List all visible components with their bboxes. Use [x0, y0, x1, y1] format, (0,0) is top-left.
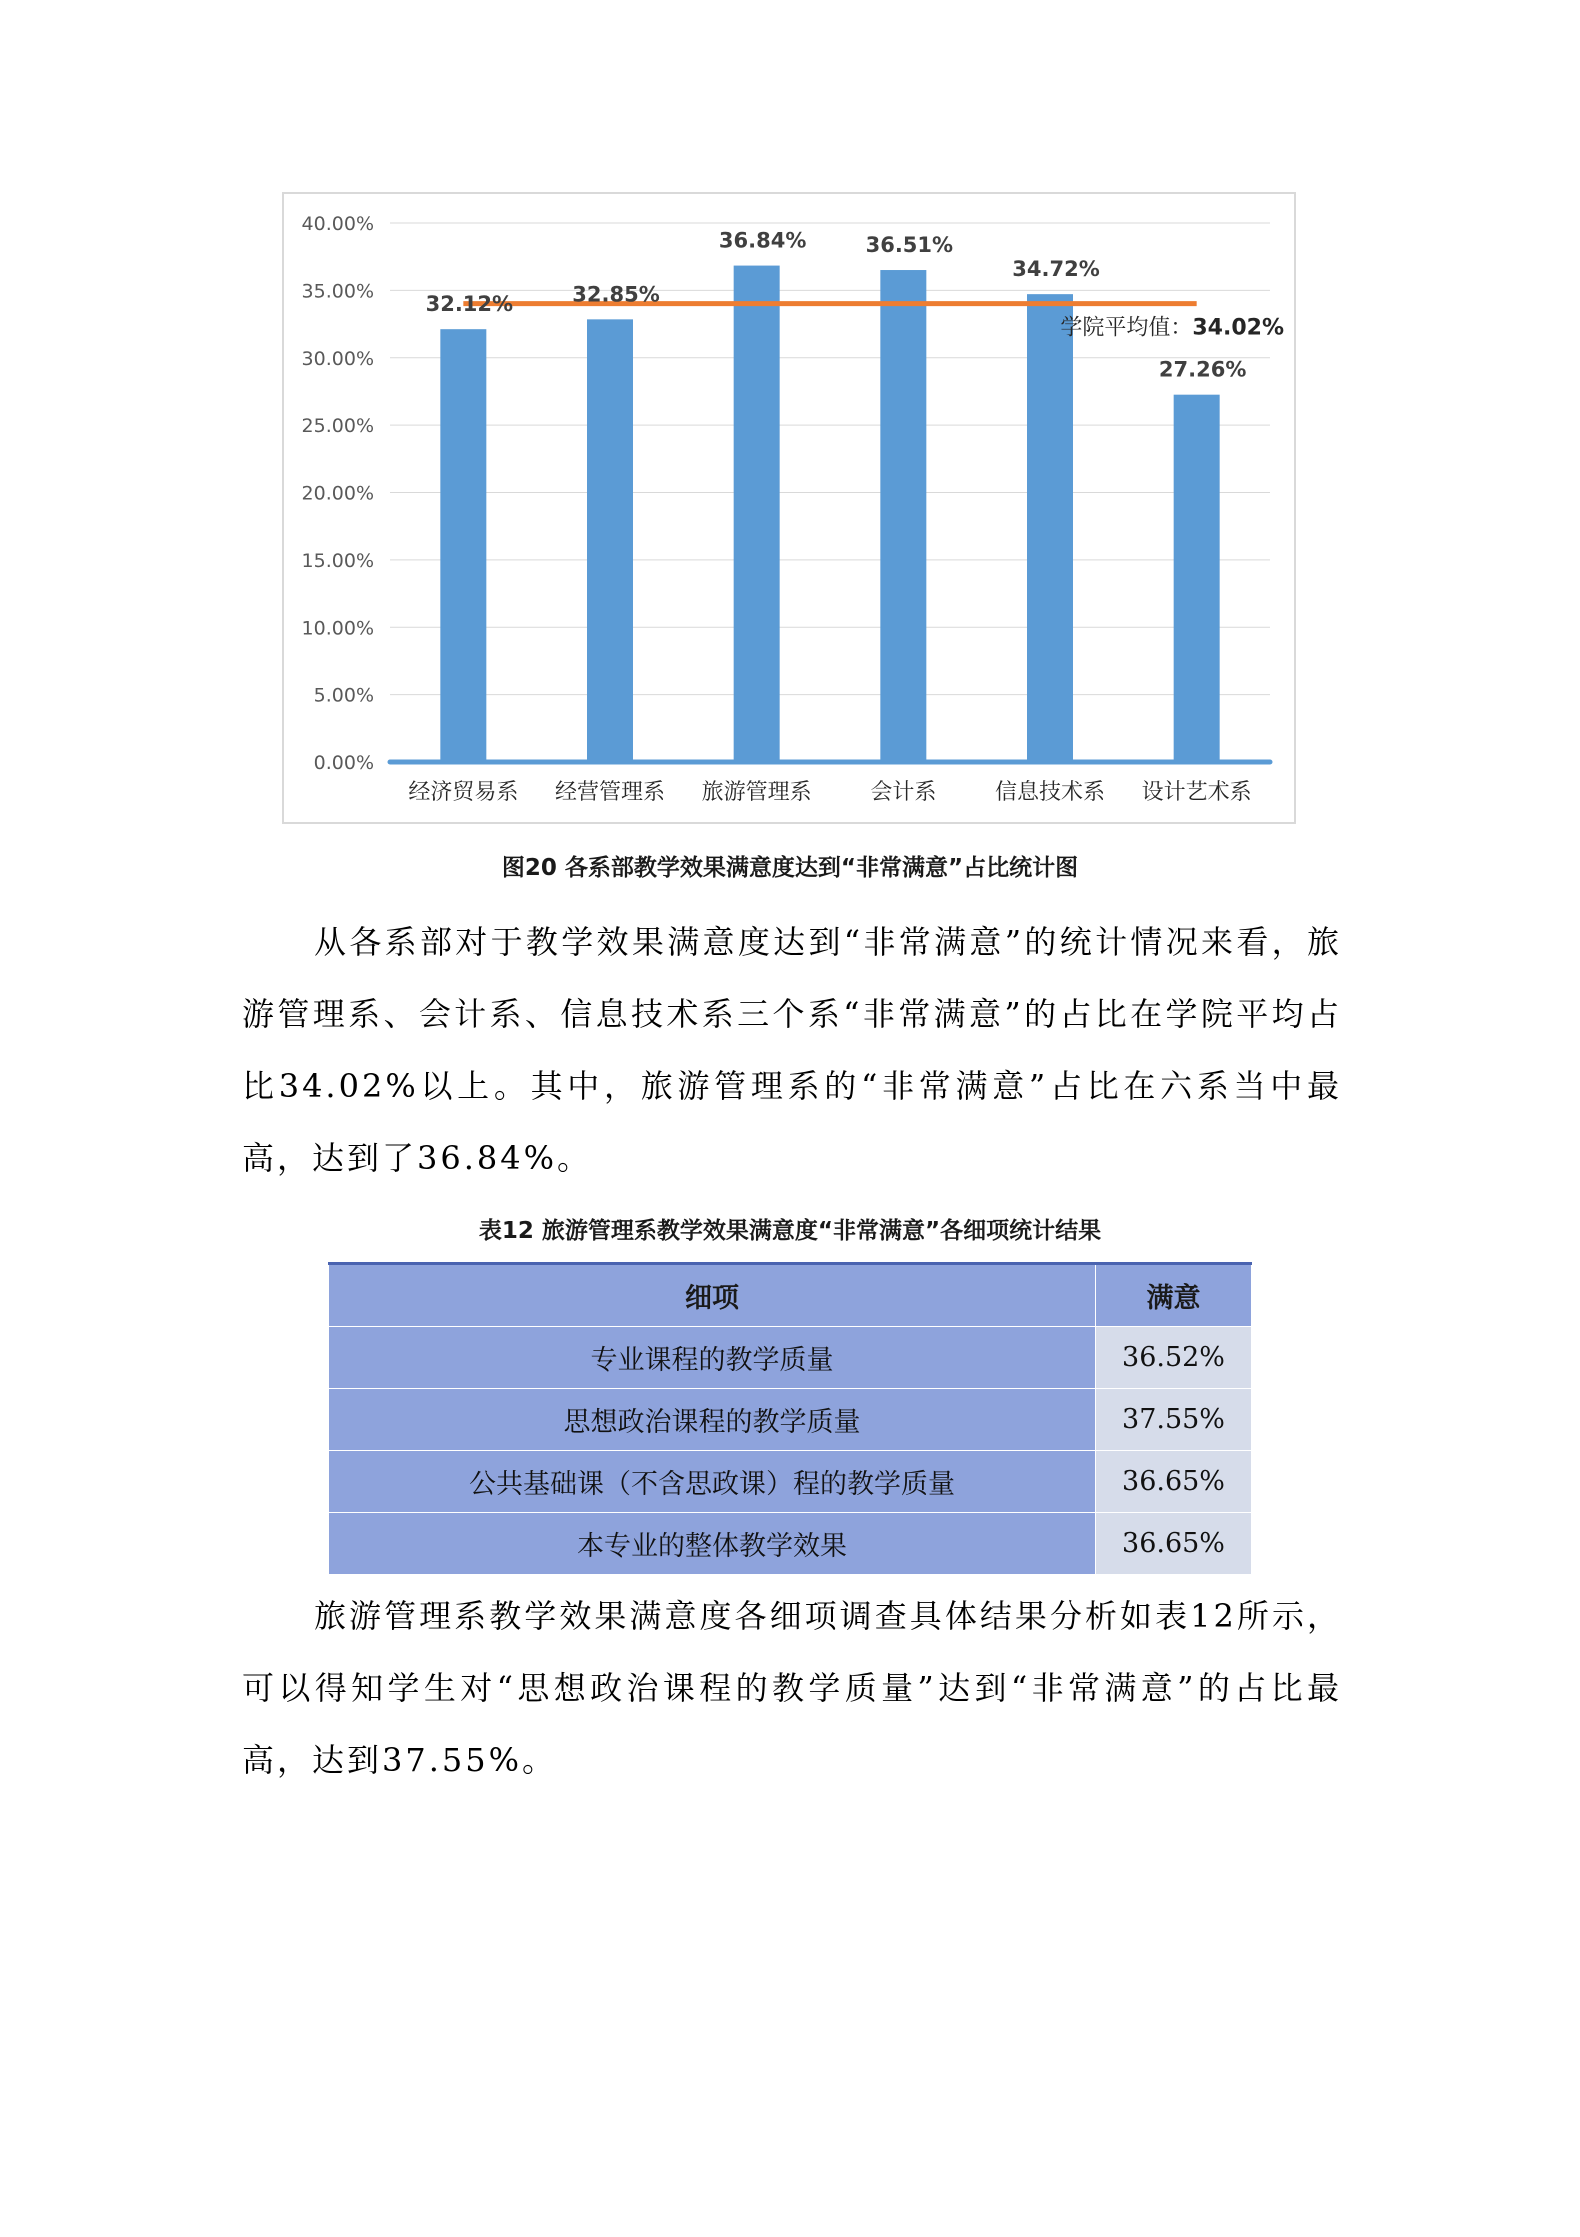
data-label: 32.85%	[572, 282, 660, 307]
bar	[880, 270, 926, 762]
data-label: 32.12%	[425, 292, 514, 317]
cell-item: 公共基础课（不含思政课）程的教学质量	[329, 1451, 1096, 1513]
bar	[734, 266, 780, 762]
cell-value: 36.52%	[1096, 1327, 1252, 1389]
cell-value: 36.65%	[1096, 1451, 1252, 1513]
x-category-label: 经济贸易系	[408, 780, 519, 805]
data-label: 34.72%	[1012, 257, 1100, 282]
y-tick-label: 40.00%	[301, 213, 374, 235]
cell-item: 专业课程的教学质量	[329, 1327, 1096, 1389]
average-label-text: 学院平均值：	[1060, 315, 1193, 341]
paragraph-2: 旅游管理系教学效果满意度各细项调查具体结果分析如表12所示，可以得知学生对“思想政治课程的教学质量”达到“非常满意”的占比最高，达到37.55%。	[242, 1597, 1342, 1779]
results-table	[328, 1262, 1252, 1575]
data-label: 27.26%	[1158, 357, 1247, 382]
table-row	[329, 1451, 1252, 1513]
bar-chart	[284, 194, 1294, 822]
header-satisfaction: 满意	[1096, 1264, 1252, 1327]
y-tick-label: 15.00%	[301, 549, 374, 572]
paragraph-1: 从各系部对于教学效果满意度达到“非常满意”的统计情况来看，旅游管理系、会计系、信息技术系三个系“非常满意”的占比在学院平均占比34.02%以上。其中，旅游管理系的“非常满意”占比在六系当中最高，达到了36.84%。	[242, 923, 1342, 1177]
x-category-label: 信息技术系	[994, 780, 1106, 805]
y-tick-label: 30.00%	[301, 347, 374, 370]
cell-item: 本专业的整体教学效果	[329, 1513, 1096, 1575]
table-row	[329, 1513, 1252, 1575]
bar	[440, 329, 486, 762]
data-label: 36.84%	[718, 228, 807, 253]
table-header-row	[329, 1264, 1252, 1327]
data-label: 36.51%	[865, 233, 954, 258]
cell-value: 36.65%	[1096, 1513, 1252, 1575]
chart-container	[282, 192, 1296, 824]
bar	[1027, 294, 1073, 762]
table-row	[329, 1389, 1252, 1451]
y-tick-label: 25.00%	[301, 415, 374, 438]
y-tick-label: 35.00%	[301, 280, 374, 303]
y-tick-label: 5.00%	[313, 684, 374, 707]
y-tick-label: 20.00%	[301, 482, 374, 505]
y-tick-label: 0.00%	[313, 752, 374, 774]
x-category-label: 会计系	[870, 780, 937, 805]
figure-caption: 图20 各系部教学效果满意度达到“非常满意”占比统计图	[501, 855, 1079, 881]
x-category-label: 设计艺术系	[1141, 780, 1252, 805]
x-category-label: 旅游管理系	[701, 780, 812, 805]
bar	[587, 319, 633, 762]
table-row	[329, 1327, 1252, 1389]
average-label	[1060, 316, 1284, 341]
header-item: 细项	[329, 1264, 1096, 1327]
x-category-label: 经营管理系	[554, 780, 666, 805]
table-caption: 表12 旅游管理系教学效果满意度“非常满意”各细项统计结果	[478, 1218, 1102, 1244]
cell-value: 37.55%	[1096, 1389, 1252, 1451]
y-tick-label: 10.00%	[301, 617, 374, 640]
average-label-value: 34.02%	[1192, 315, 1284, 341]
bar	[1174, 395, 1220, 762]
cell-item: 思想政治课程的教学质量	[329, 1389, 1096, 1451]
